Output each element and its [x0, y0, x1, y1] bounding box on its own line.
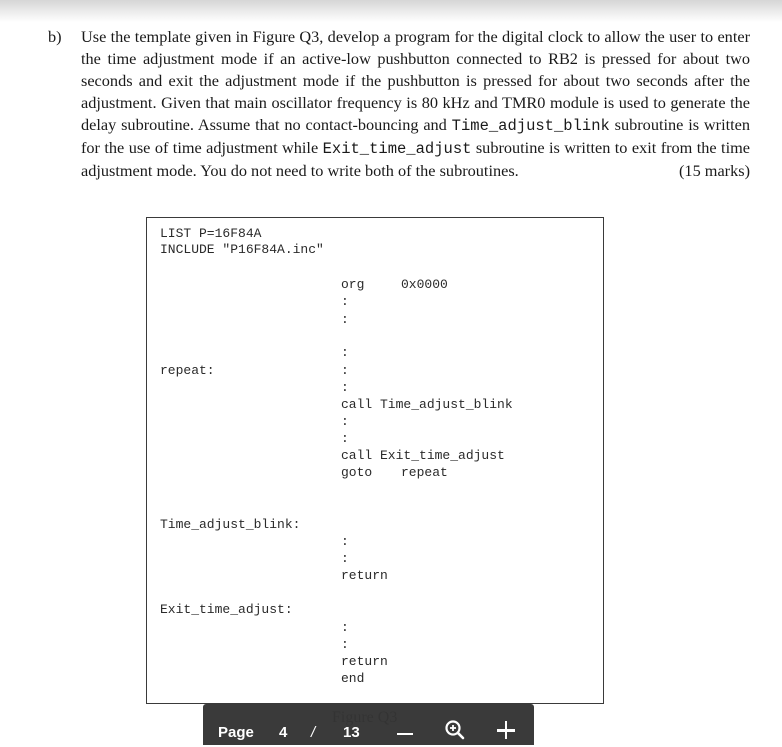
code-ref-time-adjust-blink: Time_adjust_blink [451, 117, 610, 135]
code-include-directive: INCLUDE "P16F84A.inc" [160, 242, 324, 257]
pdf-viewer-toolbar [203, 704, 534, 745]
code-template-figure [146, 217, 604, 704]
zoom-icon[interactable] [443, 718, 467, 742]
code-goto: goto [341, 465, 373, 480]
total-pages: 13 [343, 724, 360, 741]
code-goto-target: repeat [401, 465, 448, 480]
code-ellipsis: : [341, 345, 349, 360]
code-return: return [341, 654, 388, 669]
code-end: end [341, 671, 365, 686]
question-text [81, 26, 750, 182]
code-ellipsis: : [341, 620, 349, 635]
magnifier-icon [443, 718, 467, 742]
plus-icon[interactable] [493, 718, 519, 744]
code-ref-exit-time-adjust: Exit_time_adjust [322, 140, 472, 158]
viewer-top-shade [0, 0, 782, 22]
code-repeat-label: repeat: [160, 363, 215, 378]
code-ellipsis: : [341, 637, 349, 652]
code-list-directive: LIST P=16F84A [160, 226, 262, 241]
code-ellipsis: : [341, 431, 349, 446]
question-text-part-3: subroutine is written to exit from the time adjustment mode. You do not need to write both of the subroutines. [81, 138, 750, 180]
page-label: Page [218, 724, 254, 741]
code-ellipsis: : [341, 380, 349, 395]
question-b [48, 26, 750, 182]
code-ellipsis: : [341, 551, 349, 566]
code-exit-time-adjust-label: Exit_time_adjust: [160, 602, 293, 617]
code-ellipsis: : [341, 363, 349, 378]
code-call-time-adjust-blink: call Time_adjust_blink [341, 397, 513, 412]
question-text-part-2: subroutine is written for the use of time adjustment while [81, 115, 751, 157]
question-text-part-1: Use the template given in Figure Q3, develop a program for the digital clock to allow the user to enter the time adjustment mode if an active-low pushbutton connected to RB2 is pressed for about two seconds and exit the adjustment mode if the pushbutton is pressed for about two seconds after the adjustment. Given that main oscillator frequency is 80 kHz and TMR0 module is used to generate the delay subroutine. Assume that no contact-bouncing and [81, 27, 750, 134]
code-ellipsis: : [341, 534, 349, 549]
code-org: org [341, 277, 365, 292]
code-call-exit-time-adjust: call Exit_time_adjust [341, 448, 505, 463]
question-label: b) [48, 27, 62, 46]
code-return: return [341, 568, 388, 583]
question-marks: (15 marks) [679, 161, 750, 180]
page-separator: / [311, 724, 316, 741]
current-page-number[interactable]: 4 [279, 724, 288, 741]
code-org-address: 0x0000 [401, 277, 448, 292]
code-ellipsis: : [341, 294, 349, 309]
code-ellipsis: : [341, 414, 349, 429]
code-ellipsis: : [341, 312, 349, 327]
code-time-adjust-blink-label: Time_adjust_blink: [160, 517, 301, 532]
minus-icon[interactable] [393, 718, 419, 742]
